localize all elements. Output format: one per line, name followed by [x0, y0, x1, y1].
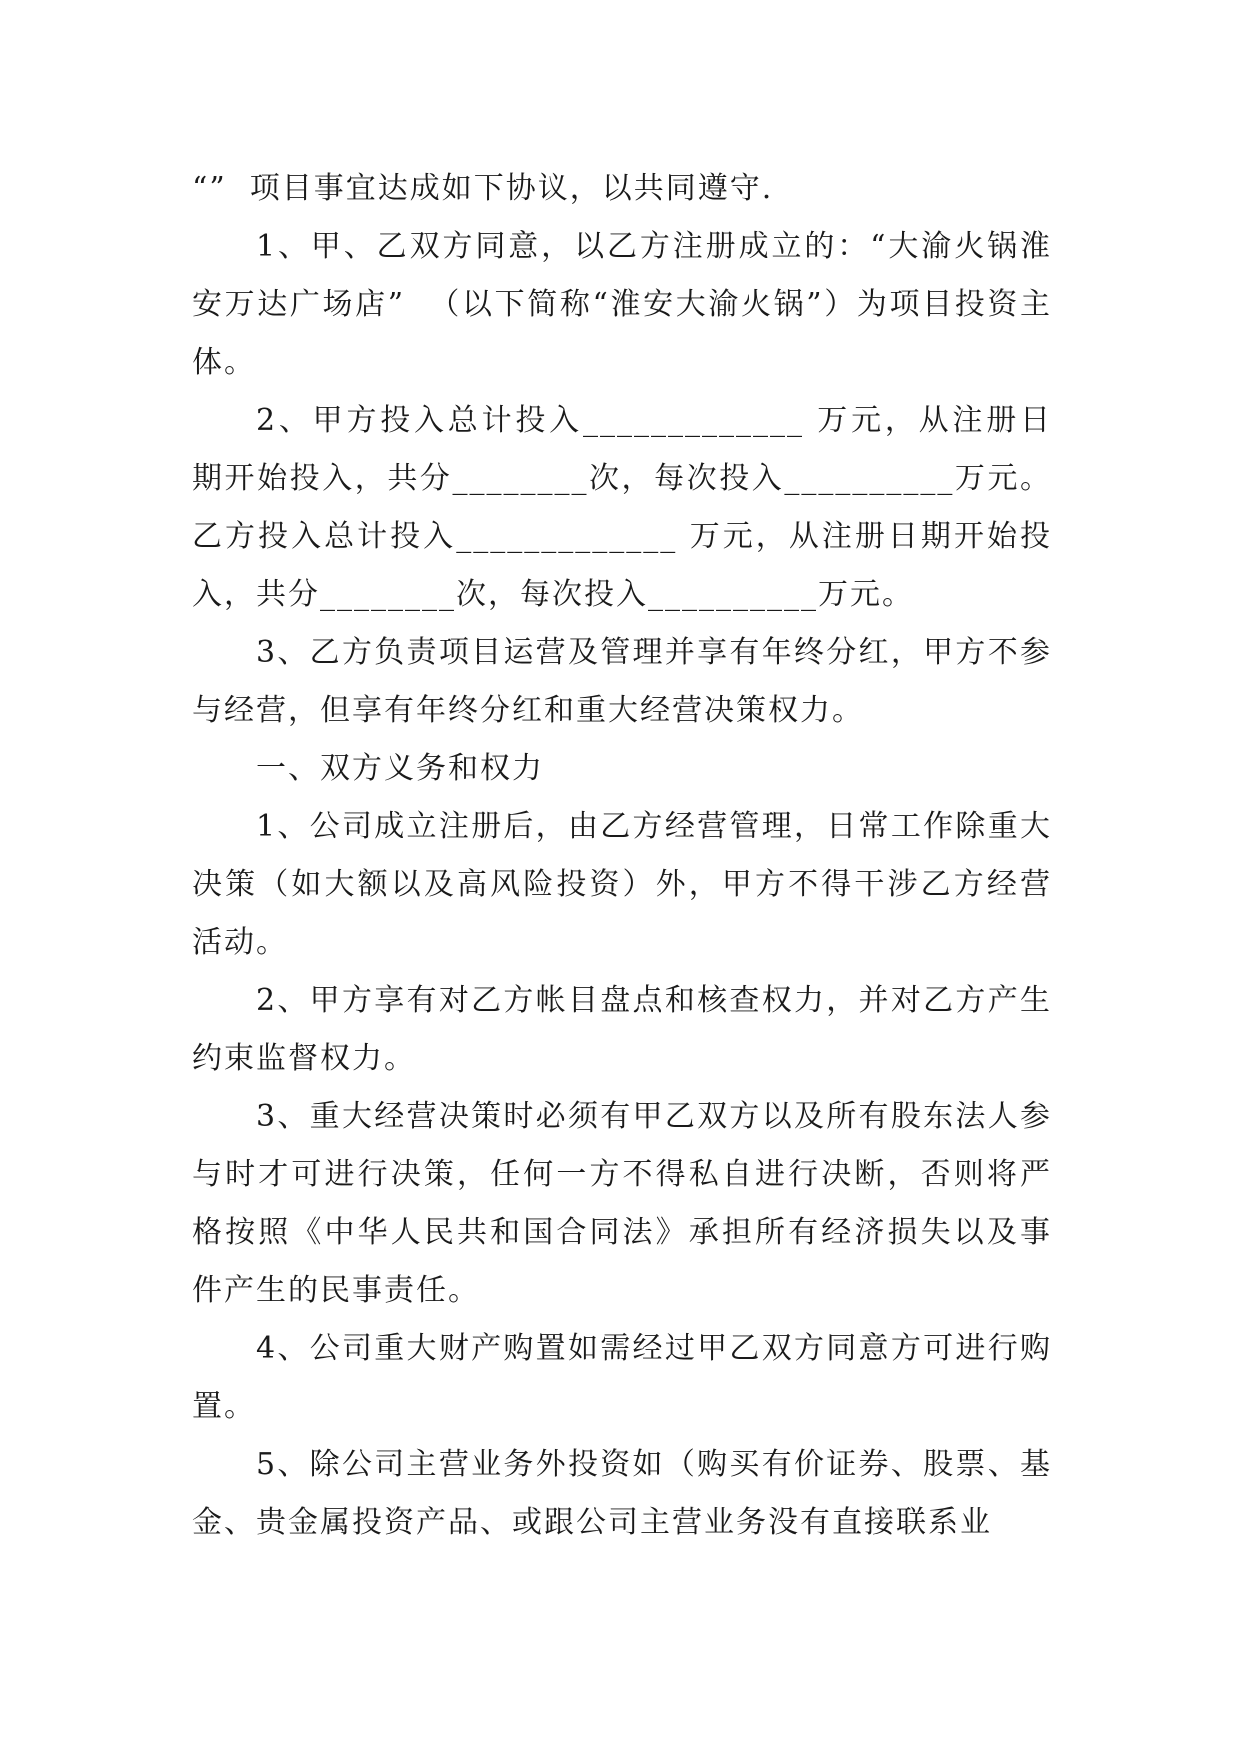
intro-paragraph: “” 项目事宜达成如下协议，以共同遵守.	[192, 171, 774, 206]
duty-4-paragraph: 4、公司重大财产购置如需经过甲乙双方同意方可进行购置。	[192, 1331, 1052, 1424]
section-heading: 一、双方义务和权力	[256, 751, 544, 786]
document-body	[192, 160, 1052, 1552]
clause-3-paragraph: 3、乙方负责项目运营及管理并享有年终分红，甲方不参与经营，但享有年终分红和重大经营决策权力。	[192, 635, 1052, 728]
duty-1-paragraph: 1、公司成立注册后，由乙方经营管理，日常工作除重大决策（如大额以及高风险投资）外，甲方不得干涉乙方经营活动。	[192, 809, 1052, 960]
duty-2-paragraph: 2、甲方享有对乙方帐目盘点和核查权力，并对乙方产生约束监督权力。	[192, 983, 1052, 1076]
duty-5-paragraph: 5、除公司主营业务外投资如（购买有价证券、股票、基金、贵金属投资产品、或跟公司主营业务没有直接联系业	[192, 1447, 1052, 1540]
duty-3-paragraph: 3、重大经营决策时必须有甲乙双方以及所有股东法人参与时才可进行决策，任何一方不得私自进行决断，否则将严格按照《中华人民共和国合同法》承担所有经济损失以及事件产生的民事责任。	[192, 1099, 1052, 1308]
clause-2-paragraph: 2、甲方投入总计投入_____________ 万元，从注册日期开始投入，共分________次，每次投入__________万元。乙方投入总计投入_____________ 万元，从注册日期开始投入，共分________次，每次投入__________万元。	[192, 403, 1052, 612]
clause-1-paragraph: 1、甲、乙双方同意，以乙方注册成立的：“大渝火锅淮安万达广场店” （以下简称“淮安大渝火锅”）为项目投资主体。	[192, 229, 1052, 380]
